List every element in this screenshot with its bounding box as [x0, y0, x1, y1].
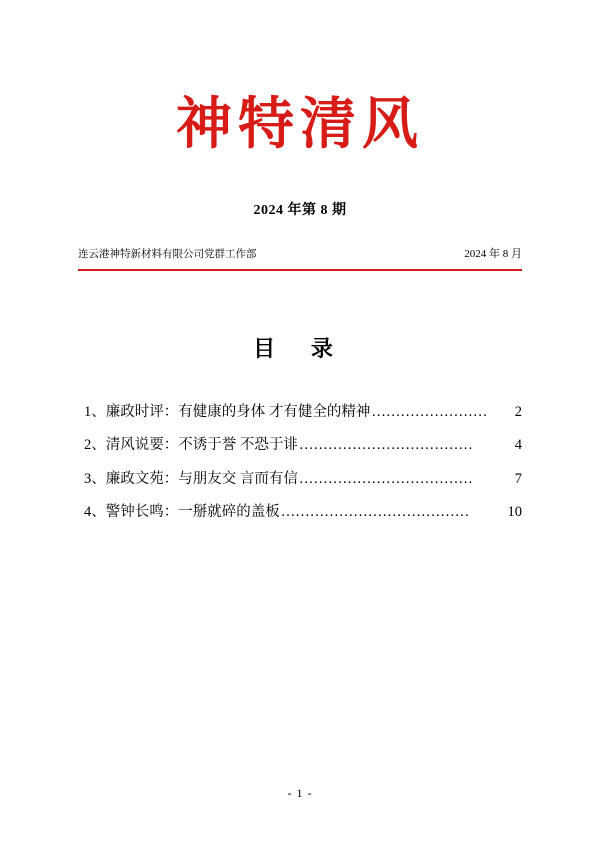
- toc-entry-label: 2、清风说要：不诱于誉 不恐于诽: [84, 437, 298, 454]
- publication-date: 2024 年 8 月: [464, 248, 522, 260]
- masthead-title: 神特清风: [176, 91, 424, 157]
- header-divider: [78, 269, 522, 271]
- imprint-line: [78, 248, 522, 262]
- toc-entry-label: 3、廉政文苑：与朋友交 言而有信: [84, 470, 298, 487]
- page-number-footer: - 1 -: [287, 786, 313, 800]
- toc-entry[interactable]: [84, 438, 522, 453]
- toc-entry-label: 4、警钟长鸣：一掰就碎的盖板: [84, 504, 280, 521]
- toc-entry-leader: …………………………………: [280, 505, 470, 520]
- toc-entry-page: 7: [514, 470, 522, 487]
- toc-entry-page: 2: [514, 403, 522, 420]
- issue-number: 2024 年第 8 期: [253, 203, 347, 218]
- toc-entry-page: 4: [514, 437, 522, 454]
- toc-entry-leader: ………………………………: [298, 471, 473, 487]
- toc-entry[interactable]: [84, 505, 522, 520]
- toc-entry-page: 10: [507, 504, 522, 521]
- toc-entry[interactable]: [84, 405, 522, 420]
- toc-entry-leader: ……………………: [371, 404, 488, 420]
- toc-entry-label: 1、廉政时评：有健康的身体 才有健全的精神: [84, 403, 371, 420]
- table-of-contents: [78, 405, 522, 520]
- table-of-contents-title: 目 录: [253, 335, 347, 362]
- publisher-name: 连云港神特新材料有限公司党群工作部: [78, 249, 257, 260]
- toc-entry-leader: ………………………………: [298, 438, 473, 453]
- toc-entry[interactable]: [84, 472, 522, 487]
